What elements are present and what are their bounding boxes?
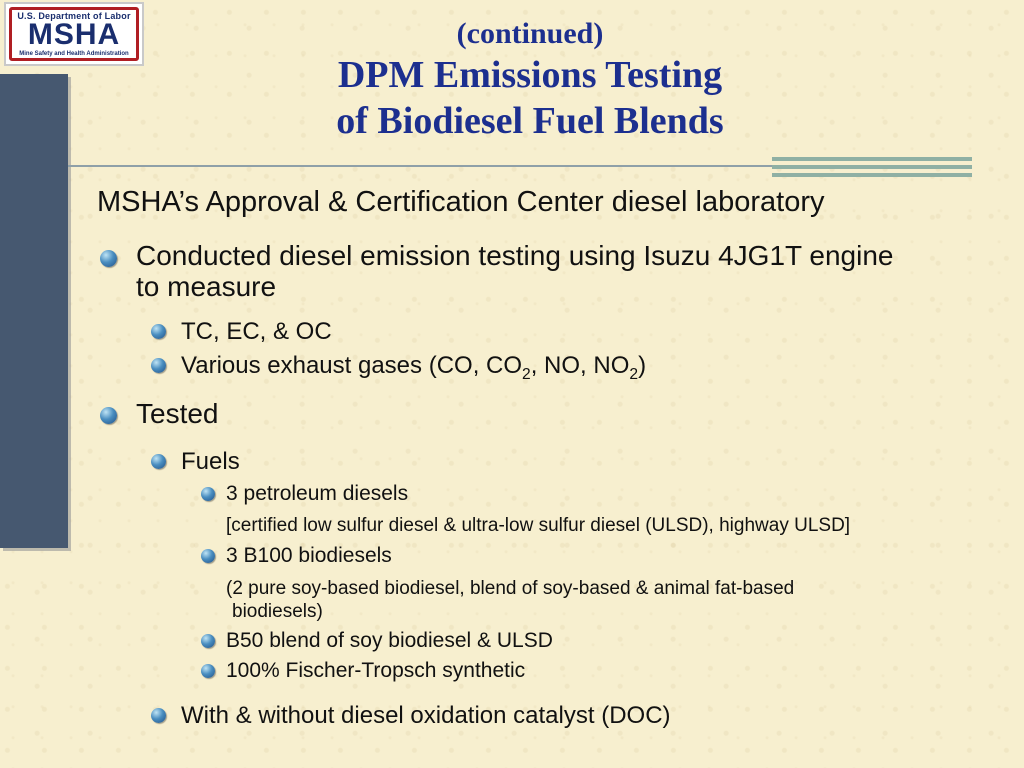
bullet-icon	[100, 407, 117, 424]
gases-subscript-1: 2	[522, 365, 531, 383]
bullet-doc: With & without diesel oxidation catalyst (DOC)	[181, 702, 671, 729]
bullet-icon	[100, 250, 117, 267]
bullet-conducted-line2: to measure	[136, 271, 277, 302]
bullet-fuels: Fuels	[181, 448, 240, 475]
bullet-b100: 3 B100 biodiesels	[226, 544, 392, 567]
bullet-icon	[201, 634, 215, 648]
bullet-icon	[151, 358, 166, 373]
gases-subscript-2: 2	[629, 365, 639, 383]
title-line-2: of Biodiesel Fuel Blends	[336, 100, 724, 142]
title-continued: (continued)	[456, 17, 604, 50]
gases-middle: , NO, NO	[530, 352, 630, 379]
bullet-tested: Tested	[136, 398, 219, 429]
intro-text: MSHA’s Approval & Certification Center diesel laboratory	[97, 186, 825, 218]
bullet-icon	[151, 324, 166, 339]
bullet-icon	[151, 708, 166, 723]
note-petroleum: [certified low sulfur diesel & ultra-low sulfur diesel (ULSD), highway ULSD]	[226, 515, 851, 536]
logo-bottom-text: Mine Safety and Health Administration	[19, 51, 129, 57]
bullet-icon	[151, 454, 166, 469]
bullet-fischer: 100% Fischer-Tropsch synthetic	[226, 659, 526, 682]
title-line-1: DPM Emissions Testing	[337, 54, 723, 96]
bullet-b50: B50 blend of soy biodiesel & ULSD	[226, 629, 553, 652]
bullet-exhaust-gases	[181, 352, 647, 383]
logo-top-text: U.S. Department of Labor	[17, 11, 131, 21]
bullet-icon	[201, 664, 215, 678]
note-b100-line2: biodiesels)	[232, 601, 323, 622]
bullet-icon	[201, 487, 215, 501]
bullet-conducted-line1: Conducted diesel emission testing using Isuzu 4JG1T engine	[136, 240, 894, 271]
note-b100-line1: (2 pure soy-based biodiesel, blend of soy-based & animal fat-based	[226, 578, 795, 599]
bullet-icon	[201, 549, 215, 563]
bullet-petroleum: 3 petroleum diesels	[226, 482, 409, 505]
logo-main-text: MSHA	[27, 18, 121, 51]
gases-suffix: )	[638, 352, 647, 379]
gases-prefix: Various exhaust gases (CO, CO	[181, 352, 523, 379]
bullet-tc-ec-oc: TC, EC, & OC	[181, 318, 332, 345]
